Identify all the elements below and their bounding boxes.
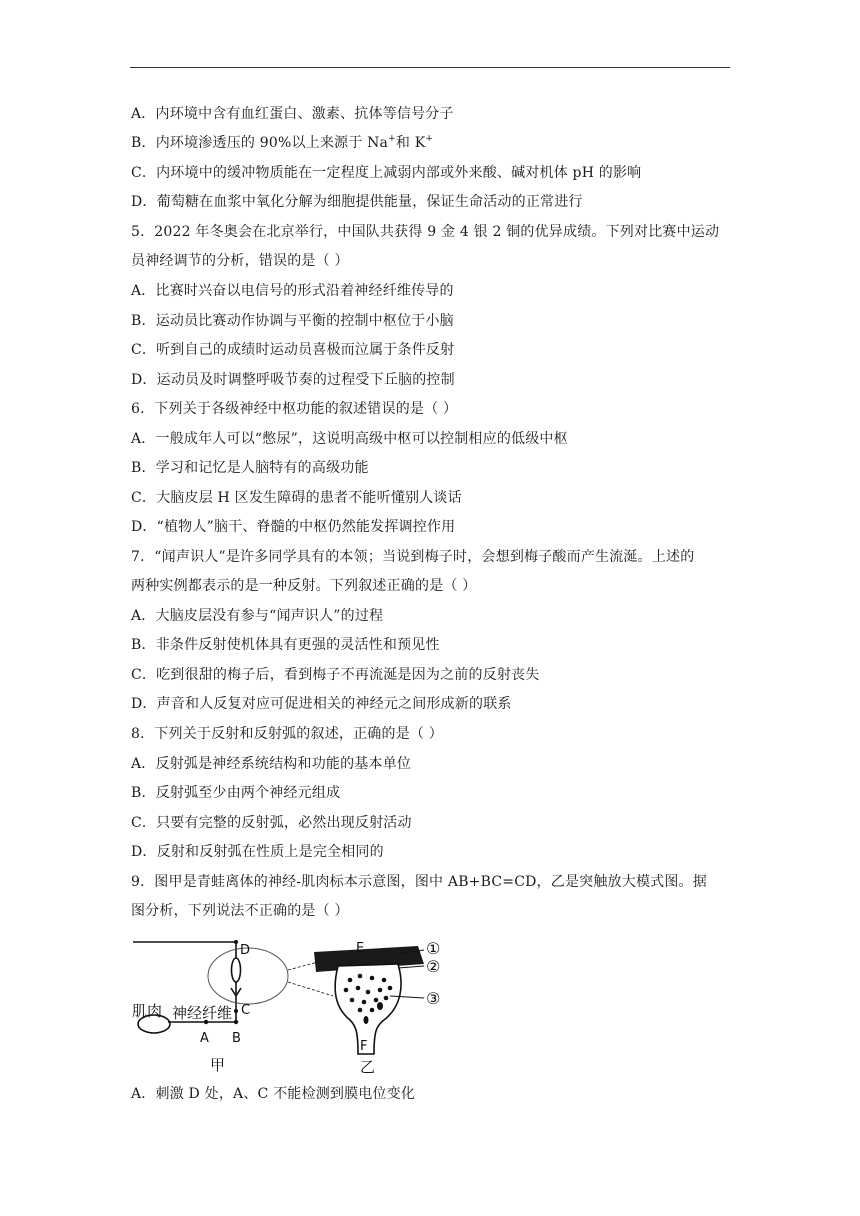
option-6b: B．学习和记忆是人脑特有的高级功能 [131,460,369,476]
option-5a: A．比赛时兴奋以电信号的形式沿着神经纤维传导的 [131,283,454,299]
marker-1: ① [426,939,441,958]
marker-2: ② [426,957,441,976]
option-9a: A．刺激 D 处，A、C 不能检测到膜电位变化 [131,1086,416,1102]
label-b: B [232,1031,241,1046]
figure-jia [133,942,333,1033]
label-e: E [356,941,365,956]
question-8-stem: 8．下列关于反射和反射弧的叙述，正确的是（ ） [131,726,443,742]
option-5b: B．运动员比赛动作协调与平衡的控制中枢位于小脑 [131,313,454,329]
label-yi: 乙 [360,1058,376,1076]
option-6a: A．一般成年人可以“憋尿”，这说明高级中枢可以控制相应的低级中枢 [131,431,568,447]
question-9-stem: 9．图甲是青蛙离体的神经-肌肉标本示意图，图中 AB+BC=CD，乙是突触放大模式图。据 [131,874,707,890]
figure-yi [314,946,424,1054]
label-a: A [200,1031,209,1046]
option-5d: D．运动员及时调整呼吸节奏的过程受下丘脑的控制 [131,372,455,388]
option-4d: D．葡萄糖在血浆中氧化分解为细胞提供能量，保证生命活动的正常进行 [131,194,583,210]
question-7-stem: 7．“闻声识人”是许多同学具有的本领；当说到梅子时，会想到梅子酸而产生流涎。上述的 [131,549,695,565]
label-d: D [240,943,251,958]
option-8d: D．反射和反射弧在性质上是完全相同的 [131,844,384,860]
option-7d: D．声音和人反复对应可促进相关的神经元之间形成新的联系 [131,696,512,712]
question-7-stem-cont: 两种实例都表示的是一种反射。下列叙述正确的是（ ） [131,578,477,594]
option-4b: B．内环境渗透压的 90%以上来源于 Na+和 K+ [131,134,434,151]
marker-3: ③ [426,989,441,1008]
option-7c: C．吃到很甜的梅子后，看到梅子不再流涎是因为之前的反射丧失 [131,667,540,683]
point-d-dot [234,940,238,944]
label-nerve-fiber: 神经纤维 [172,1004,233,1022]
option-8a: A．反射弧是神经系统结构和功能的基本单位 [131,756,412,772]
option-6c: C．大脑皮层 H 区发生障碍的患者不能听懂别人谈话 [131,490,462,506]
question-5-stem-cont: 员神经调节的分析，错误的是（ ） [131,253,349,269]
question-5-stem: 5．2022 年冬奥会在北京举行，中国队共获得 9 金 4 银 2 铜的优异成绩。下列对比赛中运动 [131,224,720,240]
option-7a: A．大脑皮层没有参与“闻声识人”的过程 [131,608,384,624]
label-muscle: 肌肉 [132,1002,163,1020]
label-c: C [241,1003,251,1018]
label-f: F [360,1039,368,1054]
question-6-stem: 6．下列关于各级神经中枢功能的叙述错误的是（ ） [131,401,458,417]
option-4c: C．内环境中的缓冲物质能在一定程度上减弱内部或外来酸、碱对机体 pH 的影响 [131,165,642,181]
label-jia: 甲 [210,1056,226,1074]
option-8c: C．只要有完整的反射弧，必然出现反射活动 [131,815,412,831]
option-8b: B．反射弧至少由两个神经元组成 [131,785,341,801]
nerve-muscle-synapse-figure [128,936,458,1076]
point-c-dot [234,1009,238,1013]
option-5c: C．听到自己的成绩时运动员喜极而泣属于条件反射 [131,342,455,358]
option-7b: B．非条件反射使机体具有更强的灵活性和预见性 [131,637,440,653]
question-9-stem-cont: 图分析，下列说法不正确的是（ ） [131,903,349,919]
option-6d: D．“植物人”脑干、脊髓的中枢仍然能发挥调控作用 [131,519,456,535]
header-rule [130,67,730,68]
point-b-dot [234,1020,238,1024]
option-4a: A．内环境中含有血红蛋白、激素、抗体等信号分子 [131,106,454,122]
